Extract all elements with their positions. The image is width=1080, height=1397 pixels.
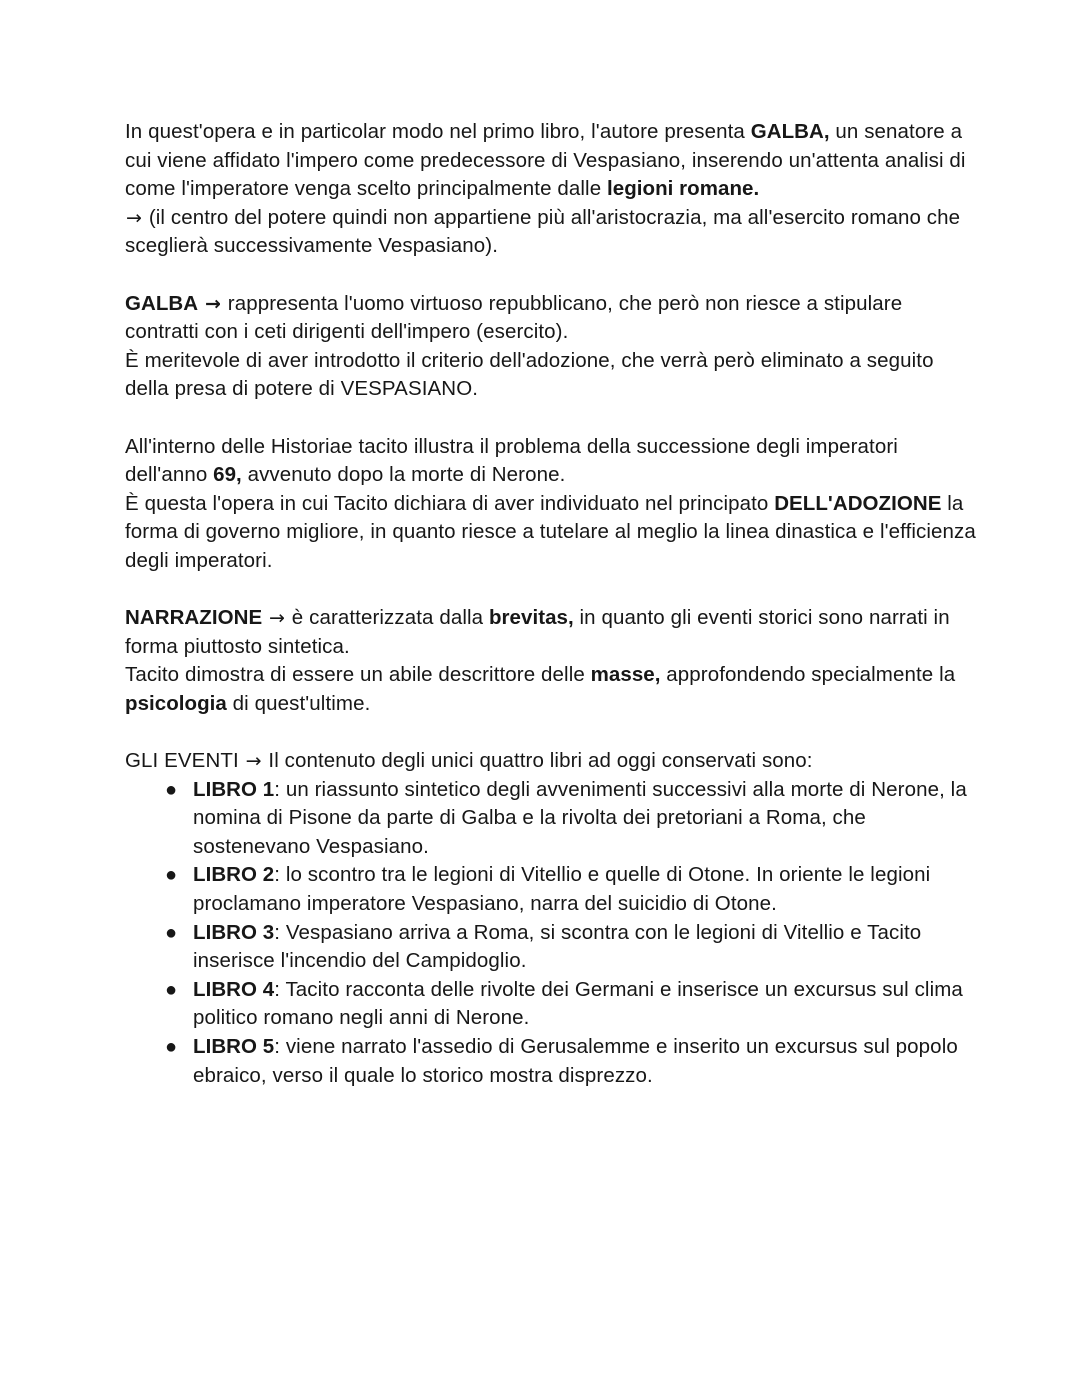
book-label: LIBRO 5 [193,1035,275,1058]
book-list [125,776,980,1091]
paragraph-text: un senatore a cui viene affidato l'impero come predecessore di Vespasiano, inserendo un'attenta analisi di come l'imperatore venga scelto principalmente dalle [125,120,966,201]
bullet-icon: ● [165,864,178,887]
bullet-icon: ● [165,921,178,944]
arrow-right-icon: → [126,206,143,229]
paragraph-text: di quest'ultime. [226,691,371,715]
list-item [125,976,980,1033]
paragraph-text: Tacito dimostra di essere un abile descrittore delle [125,663,591,687]
paragraph-text: Il contenuto degli unici quattro libri ad oggi conservati sono: [262,749,813,773]
legioni-romane-bold: legioni romane. [607,177,760,201]
bullet-icon: ● [165,1036,178,1058]
paragraph-text: in quanto gli eventi storici sono narrati in forma piuttosto sintetica. [125,606,950,658]
paragraph-text: avvenuto dopo la morte di Nerone. [241,463,566,487]
list-item [125,776,980,862]
paragraph-spacer [125,404,980,433]
paragraph-galba-intro [125,118,980,261]
paragraph-galba-detail [125,290,980,404]
paragraph-spacer [125,576,980,605]
book-label: LIBRO 2 [193,863,275,887]
book-text: : lo scontro tra le legioni di Vitellio e quelle di Otone. In oriente le legioni proclamano imperatore Vespasiano, narra del suicidio di Otone. [193,863,931,916]
paragraph-text: approfondendo specialmente la [660,663,956,687]
galba-heading: GALBA [125,291,199,315]
psicologia-bold: psicologia [125,691,227,715]
book-label: LIBRO 4 [193,977,275,1001]
narrazione-heading: NARRAZIONE [125,606,263,630]
paragraph-text: la forma di governo migliore, in quanto riesce a tutelare al meglio la linea dinastica e l'efficienza degli imperatori. [125,491,976,572]
galba-bold-label: GALBA, [750,120,830,143]
book-label: LIBRO 1 [193,777,275,801]
list-item [125,861,980,918]
arrow-right-icon: → [204,292,221,315]
paragraph-text: È meritevole di aver introdotto il criterio dell'adozione, che verrà però eliminato a seguito della presa di potere di VESPASIANO. [125,348,934,401]
paragraph-spacer [125,261,980,290]
list-item [125,919,980,976]
book-text: : Tacito racconta delle rivolte dei Germani e inserisce un excursus sul clima politico romano negli anni di Nerone. [193,977,963,1030]
brevitas-bold: brevitas, [488,606,574,630]
book-text: : Vespasiano arriva a Roma, si scontra con le legioni di Vitellio e Tacito inserisce l'incendio del Campidoglio. [193,920,922,973]
year-69-bold: 69, [213,463,242,487]
paragraph-text: è caratterizzata dalla [286,606,489,630]
book-text: : un riassunto sintetico degli avvenimenti successivi alla morte di Nerone, la nomina di Pisone da parte di Galba e la rivolta dei pretoriani a Roma, che sostenevano Vespasiano. [193,777,967,858]
dell-adozione-bold: DELL'ADOZIONE [774,491,942,515]
paragraph-text: All'interno delle Historiae tacito illustra il problema della successione degli imperatori dell'anno [125,434,898,487]
paragraph-spacer [125,718,980,747]
paragraph-text: (il centro del potere quindi non appartiene più all'aristocrazia, ma all'esercito romano che sceglierà successivamente Vespasiano). [125,205,961,258]
gli-eventi-heading: GLI EVENTI [125,749,245,773]
paragraph-gli-eventi [125,747,980,776]
list-item [125,1033,980,1090]
bullet-icon: ● [165,778,178,801]
book-text: : viene narrato l'assedio di Gerusalemme e inserito un excursus sul popolo ebraico, verso il quale lo storico mostra disprezzo. [193,1035,958,1087]
paragraph-narrazione [125,604,980,718]
arrow-right-icon: → [268,607,285,630]
paragraph-historiae-successione [125,433,980,576]
masse-bold: masse, [590,663,661,687]
document-body [125,118,980,1090]
arrow-right-icon: → [245,750,262,773]
paragraph-text: rappresenta l'uomo virtuoso repubblicano, che però non riesce a stipulare contratti con i ceti dirigenti dell'impero (esercito). [125,291,903,344]
book-label: LIBRO 3 [193,920,275,944]
paragraph-text: È questa l'opera in cui Tacito dichiara di aver individuato nel principato [125,491,775,515]
bullet-icon: ● [165,978,178,1001]
paragraph-text: In quest'opera e in particolar modo nel primo libro, l'autore presenta [125,120,745,143]
